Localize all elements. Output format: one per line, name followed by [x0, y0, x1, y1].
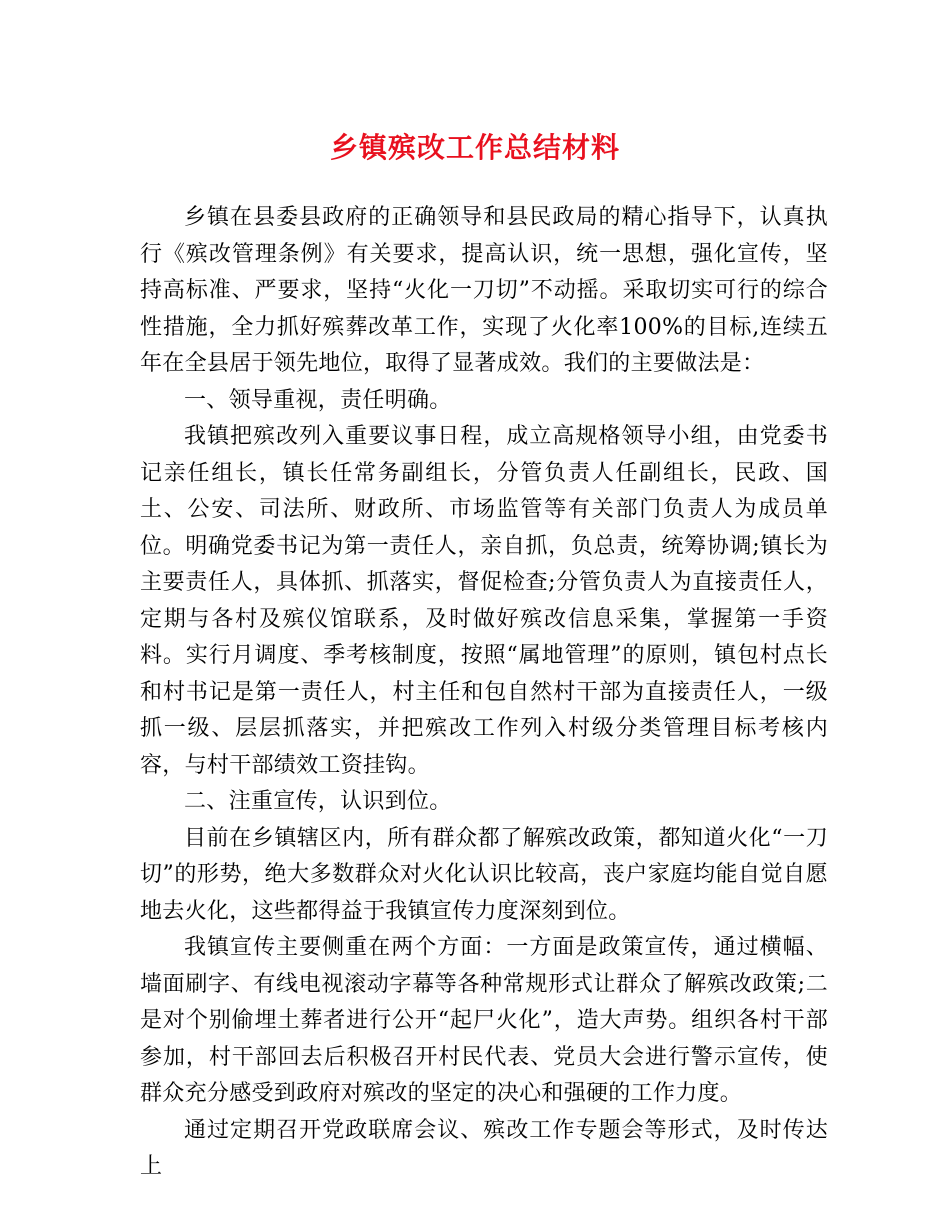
paragraph-intro: 乡镇在县委县政府的正确领导和县民政局的精心指导下，认真执行《殡改管理条例》有关要求，提高认识，统一思想，强化宣传，坚持高标准、严要求，坚持“火化一刀切”不动摇。采取切实可行的综合性措施，全力抓好殡葬改革工作，实现了火化率100%的目标,连续五年在全县居于领先地位，取得了显著成效。我们的主要做法是： — [140, 205, 828, 376]
paragraph-section-2c: 通过定期召开党政联席会议、殡改工作专题会等形式，及时传达上 — [140, 1117, 828, 1179]
paragraph-section-2b: 我镇宣传主要侧重在两个方面：一方面是政策宣传，通过横幅、墙面刷字、有线电视滚动字幕等各种常规形式让群众了解殡改政策;二是对个别偷埋土葬者进行公开“起尸火化”，造大声势。组织各村干部参加，村干部回去后积极召开村民代表、党员大会进行警示宣传，使群众充分感受到政府对殡改的坚定的决心和强硬的工作力度。 — [140, 935, 828, 1106]
heading-section-2: 二、注重宣传，认识到位。 — [184, 789, 452, 814]
heading-section-1: 一、领导重视，责任明确。 — [184, 387, 452, 413]
paragraph-section-2a: 目前在乡镇辖区内，所有群众都了解殡改政策，都知道火化“一刀切”的形势，绝大多数群众对火化认识比较高，丧户家庭均能自觉自愿地去火化，这些都得益于我镇宣传力度深刻到位。 — [140, 825, 828, 924]
document-title: 乡镇殡改工作总结材料 — [329, 131, 620, 164]
paragraph-section-1: 我镇把殡改列入重要议事日程，成立高规格领导小组，由党委书记亲任组长，镇长任常务副组长，分管负责人任副组长，民政、国土、公安、司法所、财政所、市场监管等有关部门负责人为成员单位。明确党委书记为第一责任人，亲自抓，负总责，统筹协调;镇长为主要责任人，具体抓、抓落实，督促检查;分管负责人为直接责任人，定期与各村及殡仪馆联系，及时做好殡改信息采集，掌握第一手资料。实行月调度、季考核制度，按照“属地管理”的原则，镇包村点长和村书记是第一责任人，村主任和包自然村干部为直接责任人，一级抓一级、层层抓落实，并把殡改工作列入村级分类管理目标考核内容，与村干部绩效工资挂钩。 — [140, 424, 828, 778]
document-body — [140, 200, 828, 1186]
